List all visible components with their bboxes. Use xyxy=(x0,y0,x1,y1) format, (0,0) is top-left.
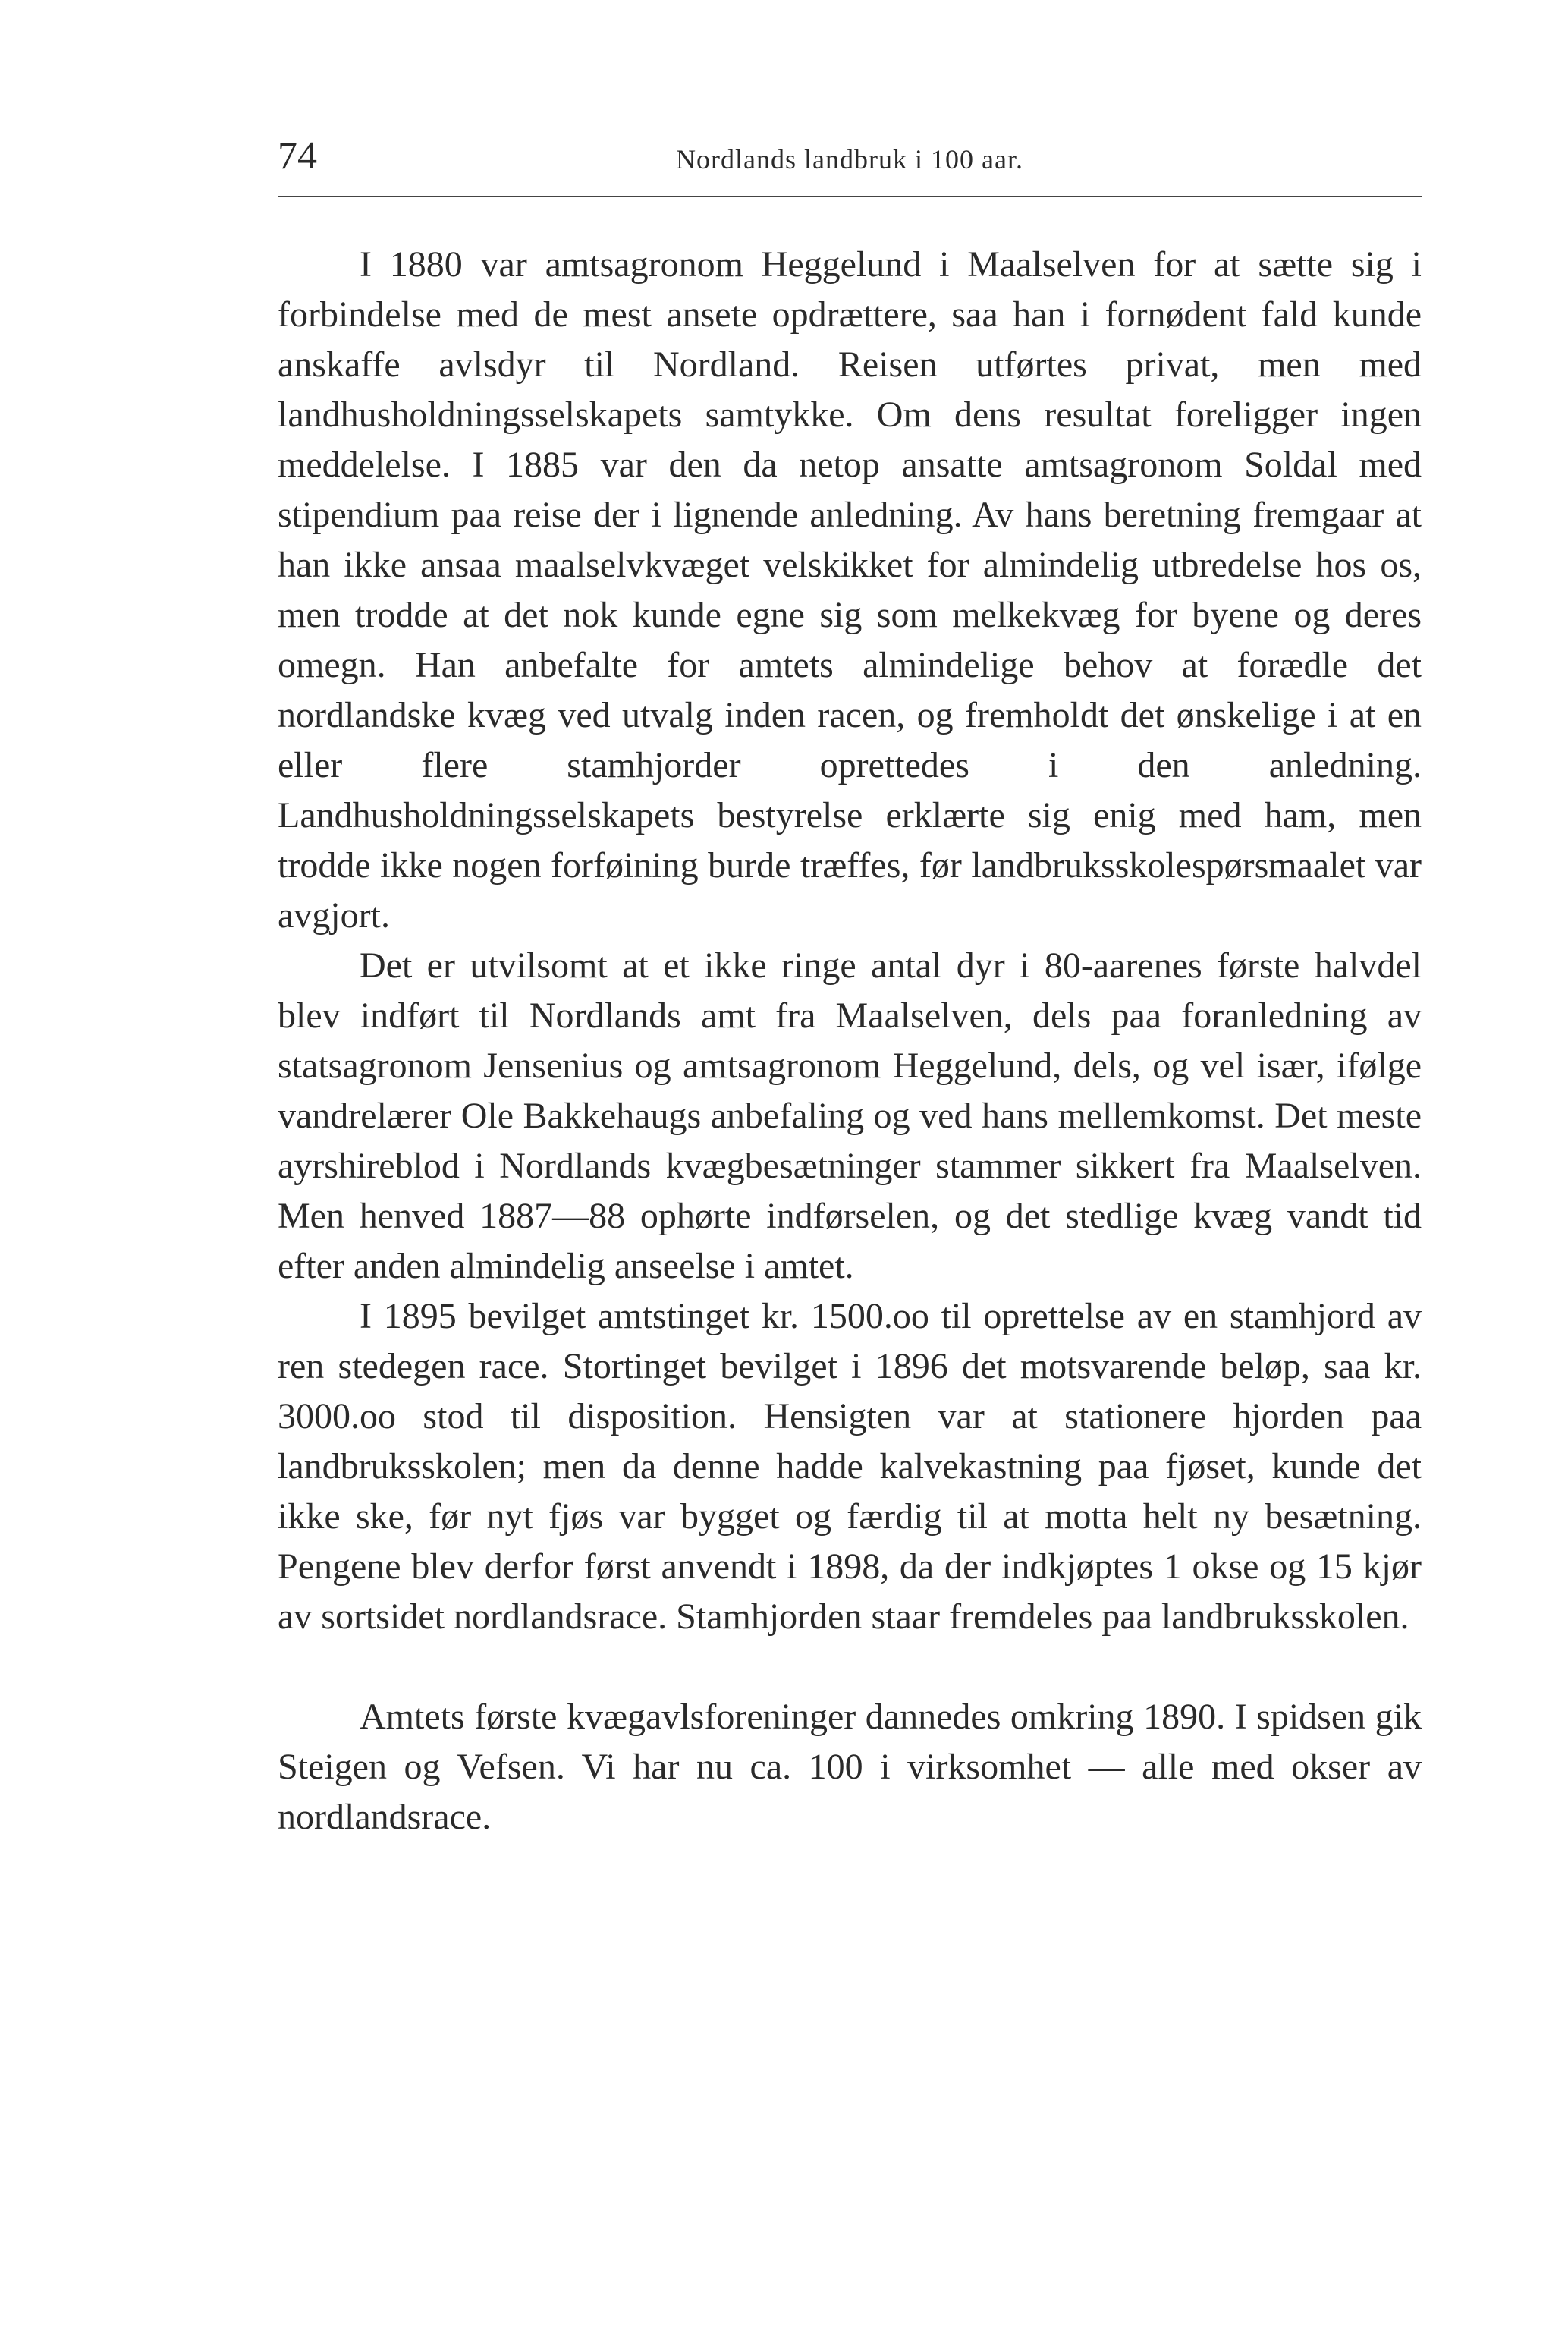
page-number: 74 xyxy=(278,134,317,178)
paragraph-1: I 1880 var amtsagronom Heggelund i Maalselven for at sætte sig i forbindelse med de mest ansete opdrættere, saa han i fornødent fald kunde anskaffe avlsdyr til Nordland. Reisen utførtes privat, men med landhusholdningsselskapets samtykke. Om dens resultat foreligger ingen meddelelse. I 1885 var den da netop ansatte amtsagronom Soldal med stipendium paa reise der i lignende anledning. Av hans beretning fremgaar at han ikke ansaa maalselvkvæget velskikket for almindelig utbredelse hos os, men trodde at det nok kunde egne sig som melkekvæg for byene og deres omegn. Han anbefalte for amtets almindelige behov at forædle det nordlandske kvæg ved utvalg inden racen, og fremholdt det ønskelige i at en eller flere stamhjorder oprettedes i den anledning. Landhusholdningsselskapets bestyrelse erklærte sig enig med ham, men trodde ikke nogen forføining burde træffes, før landbruksskolespørsmaalet var avgjort. xyxy=(278,244,1422,936)
paragraph-4: Amtets første kvægavlsforeninger dannedes omkring 1890. I spidsen gik Steigen og Vefsen. Vi har nu ca. 100 i virksomhet — alle med okser av nordlandsrace. xyxy=(278,1697,1422,1837)
paragraph-2: Det er utvilsomt at et ikke ringe antal dyr i 80-aarenes første halvdel blev indført til Nordlands amt fra Maalselven, dels paa foranledning av statsagronom Jensenius og amtsagronom Heggelund, dels, og vel især, ifølge vandrelærer Ole Bakkehaugs anbefaling og ved hans mellemkomst. Det meste ayrshireblod i Nordlands kvægbesætninger stammer sikkert fra Maalselven. Men henved 1887—88 ophørte indførselen, og det stedlige kvæg vandt tid efter anden almindelig anseelse i amtet. xyxy=(278,945,1422,1286)
page-header xyxy=(278,134,1422,179)
paragraph-3: I 1895 bevilget amtstinget kr. 1500.oo til oprettelse av en stamhjord av ren stedegen race. Stortinget bevilget i 1896 det motsvarende beløp, saa kr. 3000.oo stod til disposition. Hensigten var at stationere hjorden paa landbruksskolen; men da denne hadde kalvekastning paa fjøset, kunde det ikke ske, før nyt fjøs var bygget og færdig til at motta helt ny besætning. Pengene blev derfor først anvendt i 1898, da der indkjøptes 1 okse og 15 kjør av sortsidet nordlandsrace. Stamhjorden staar fremdeles paa landbruksskolen. xyxy=(278,1296,1422,1637)
running-title: Nordlands landbruk i 100 aar. xyxy=(676,144,1023,175)
header-rule xyxy=(278,196,1422,197)
body-text xyxy=(278,240,1422,1842)
